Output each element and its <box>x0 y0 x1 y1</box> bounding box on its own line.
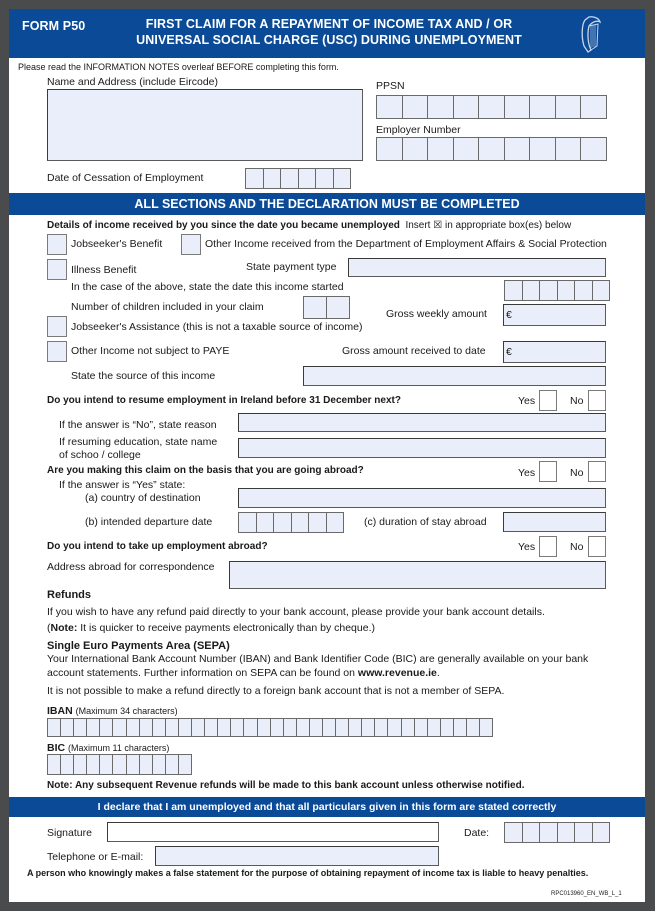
char-box[interactable] <box>322 718 336 737</box>
char-box[interactable] <box>283 718 297 737</box>
char-box[interactable] <box>361 718 375 737</box>
section-banner: ALL SECTIONS AND THE DECLARATION MUST BE COMPLETED <box>9 193 645 215</box>
char-box[interactable] <box>303 296 327 319</box>
jobseekers-benefit-checkbox[interactable] <box>47 234 67 255</box>
char-box[interactable] <box>529 137 556 161</box>
gross-weekly-label: Gross weekly amount <box>386 308 487 320</box>
ppsn-input[interactable] <box>376 95 606 119</box>
gross-to-date-label: Gross amount received to date <box>342 345 486 357</box>
jobseekers-assistance-checkbox[interactable] <box>47 316 67 337</box>
other-income-dept-checkbox[interactable] <box>181 234 201 255</box>
char-box[interactable] <box>263 168 282 189</box>
abroad-yes-label: Yes <box>518 467 536 479</box>
char-box[interactable] <box>387 718 401 737</box>
char-box[interactable] <box>427 718 441 737</box>
no-reason-label: If the answer is “No”, state reason <box>59 419 217 431</box>
char-box[interactable] <box>243 718 257 737</box>
employer-number-label: Employer Number <box>376 124 461 136</box>
char-box[interactable] <box>592 822 611 843</box>
bic-input[interactable] <box>47 754 191 775</box>
revenue-link[interactable]: www.revenue.ie <box>357 666 437 679</box>
char-box[interactable] <box>291 512 310 533</box>
name-address-label: Name and Address (include Eircode) <box>47 76 219 88</box>
char-box[interactable] <box>230 718 244 737</box>
refunds-note: (Note: It is quicker to receive payments electronically than by cheque.) <box>47 622 375 634</box>
sepa-text: Your International Bank Account Number (IBAN) and Bank Identifier Code (BIC) are generally available on your bank account statements. Further information on SEPA can be found on www.revenue.ie. <box>47 653 589 679</box>
char-box[interactable] <box>47 754 61 775</box>
char-box[interactable] <box>574 280 593 301</box>
char-box[interactable] <box>217 718 231 737</box>
state-payment-type-label: State payment type <box>246 261 337 273</box>
char-box[interactable] <box>245 168 264 189</box>
char-box[interactable] <box>453 95 480 119</box>
char-box[interactable] <box>504 280 523 301</box>
state-payment-type-field[interactable] <box>348 258 606 277</box>
illness-benefit-checkbox[interactable] <box>47 259 67 280</box>
char-box[interactable] <box>539 822 558 843</box>
ppsn-label: PPSN <box>376 80 405 92</box>
declaration-banner: I declare that I am unemployed and that all particulars given in this form are stated correctly <box>9 797 645 817</box>
gross-weekly-field[interactable]: € <box>503 304 606 326</box>
char-box[interactable] <box>73 754 87 775</box>
jobseekers-assistance-label: Jobseeker's Assistance (this is not a taxable source of income) <box>71 321 363 333</box>
cessation-date-label: Date of Cessation of Employment <box>47 172 204 184</box>
char-box[interactable] <box>348 718 362 737</box>
contact-label: Telephone or E-mail: <box>47 851 144 863</box>
refunds-text: If you wish to have any refund paid directly to your bank account, please provide your bank account details. <box>47 606 545 618</box>
char-box[interactable] <box>165 754 179 775</box>
income-source-field[interactable] <box>303 366 606 386</box>
resume-no-label: No <box>570 395 584 407</box>
char-box[interactable] <box>270 718 284 737</box>
form-title: FIRST CLAIM FOR A REPAYMENT OF INCOME TAX AND / OR UNIVERSAL SOCIAL CHARGE (USC) DURING UNEMPLOYMENT <box>136 17 522 47</box>
employment-abroad-yes-label: Yes <box>518 541 536 553</box>
char-box[interactable] <box>165 718 179 737</box>
illness-benefit-label: Illness Benefit <box>71 264 137 276</box>
char-box[interactable] <box>555 95 582 119</box>
char-box[interactable] <box>453 718 467 737</box>
form-code: RPC013960_EN_WB_L_1 <box>551 891 622 897</box>
char-box[interactable] <box>555 137 582 161</box>
char-box[interactable] <box>315 168 334 189</box>
char-box[interactable] <box>402 137 429 161</box>
children-count-input[interactable] <box>303 296 349 319</box>
char-box[interactable] <box>139 754 153 775</box>
form-number: FORM P50 <box>22 19 86 33</box>
char-box[interactable] <box>47 718 61 737</box>
form-page <box>9 9 645 902</box>
cessation-date-input[interactable] <box>245 168 350 189</box>
employment-abroad-no-checkbox[interactable] <box>588 536 606 557</box>
harp-icon <box>579 14 603 56</box>
char-box[interactable] <box>557 822 576 843</box>
duration-label: (c) duration of stay abroad <box>364 516 487 528</box>
income-start-date-input[interactable] <box>504 280 609 301</box>
char-box[interactable] <box>204 718 218 737</box>
abroad-no-label: No <box>570 467 584 479</box>
char-box[interactable] <box>191 718 205 737</box>
char-box[interactable] <box>376 95 403 119</box>
date-label: Date: <box>464 827 490 839</box>
char-box[interactable] <box>60 718 74 737</box>
other-income-paye-checkbox[interactable] <box>47 341 67 362</box>
char-box[interactable] <box>335 718 349 737</box>
char-box[interactable] <box>178 754 192 775</box>
other-income-dept-label: Other Income received from the Department of Employment Affairs & Social Protection <box>205 238 607 250</box>
char-box[interactable] <box>376 137 403 161</box>
education-label: If resuming education, state name of schoo / college <box>59 436 218 461</box>
char-box[interactable] <box>427 95 454 119</box>
char-box[interactable] <box>126 718 140 737</box>
char-box[interactable] <box>574 822 593 843</box>
char-box[interactable] <box>374 718 388 737</box>
abroad-yes-checkbox[interactable] <box>539 461 557 482</box>
char-box[interactable] <box>414 718 428 737</box>
departure-date-label: (b) intended departure date <box>85 516 213 528</box>
children-label: Number of children included in your claim <box>71 301 264 313</box>
signature-field[interactable] <box>107 822 439 842</box>
char-box[interactable] <box>60 754 74 775</box>
char-box[interactable] <box>257 718 271 737</box>
char-box[interactable] <box>557 280 576 301</box>
char-box[interactable] <box>309 718 323 737</box>
char-box[interactable] <box>453 137 480 161</box>
resume-yes-checkbox[interactable] <box>539 390 557 411</box>
subsequent-refunds-note: Note: Any subsequent Revenue refunds will be made to this bank account unless otherwise notified. <box>47 780 525 791</box>
char-box[interactable] <box>273 512 292 533</box>
iban-input[interactable] <box>47 718 492 737</box>
abroad-yes-intro: If the answer is “Yes” state: <box>59 479 186 491</box>
penalty-warning: A person who knowingly makes a false statement for the purpose of obtaining repayment of income tax is liable to heavy penalties. <box>27 868 589 878</box>
char-box[interactable] <box>478 137 505 161</box>
departure-date-input[interactable] <box>238 512 343 533</box>
char-box[interactable] <box>73 718 87 737</box>
income-start-date-label: In the case of the above, state the date this income started <box>71 281 344 293</box>
char-box[interactable] <box>296 718 310 737</box>
employment-abroad-yes-checkbox[interactable] <box>539 536 557 557</box>
income-heading: Details of income received by you since the date you became unemployed Insert ☒ in appropriate box(es) below <box>47 220 572 231</box>
address-abroad-label: Address abroad for correspondence <box>47 561 215 573</box>
char-box[interactable] <box>238 512 257 533</box>
char-box[interactable] <box>440 718 454 737</box>
char-box[interactable] <box>256 512 275 533</box>
char-box[interactable] <box>139 718 153 737</box>
char-box[interactable] <box>326 512 345 533</box>
employment-abroad-no-label: No <box>570 541 584 553</box>
employment-abroad-question: Do you intend to take up employment abroad? <box>47 541 268 552</box>
char-box[interactable] <box>308 512 327 533</box>
intro-notice: Please read the INFORMATION NOTES overleaf BEFORE completing this form. <box>18 62 339 72</box>
char-box[interactable] <box>580 137 607 161</box>
no-reason-field[interactable] <box>238 413 606 432</box>
abroad-no-checkbox[interactable] <box>588 461 606 482</box>
declaration-date-input[interactable] <box>504 822 609 843</box>
country-field[interactable] <box>238 488 606 508</box>
bic-label: BIC (Maximum 11 characters) <box>47 742 170 754</box>
char-box[interactable] <box>86 718 100 737</box>
resume-no-checkbox[interactable] <box>588 390 606 411</box>
duration-field[interactable] <box>503 512 606 532</box>
signature-label: Signature <box>47 827 92 839</box>
char-box[interactable] <box>333 168 352 189</box>
char-box[interactable] <box>504 822 523 843</box>
char-box[interactable] <box>326 296 350 319</box>
char-box[interactable] <box>478 95 505 119</box>
jobseekers-benefit-label: Jobseeker's Benefit <box>71 238 163 250</box>
char-box[interactable] <box>466 718 480 737</box>
country-label: (a) country of destination <box>85 492 201 504</box>
income-source-label: State the source of this income <box>71 370 216 382</box>
char-box[interactable] <box>280 168 299 189</box>
sepa-heading: Single Euro Payments Area (SEPA) <box>47 640 230 652</box>
employer-number-input[interactable] <box>376 137 606 161</box>
char-box[interactable] <box>178 718 192 737</box>
refunds-heading: Refunds <box>47 589 91 601</box>
char-box[interactable] <box>592 280 611 301</box>
other-income-paye-label: Other Income not subject to PAYE <box>71 345 230 357</box>
resume-employment-question: Do you intend to resume employment in Ireland before 31 December next? <box>47 395 401 406</box>
char-box[interactable] <box>522 280 541 301</box>
char-box[interactable] <box>539 280 558 301</box>
form-header <box>9 9 645 58</box>
char-box[interactable] <box>427 137 454 161</box>
char-box[interactable] <box>298 168 317 189</box>
char-box[interactable] <box>529 95 556 119</box>
char-box[interactable] <box>402 95 429 119</box>
char-box[interactable] <box>479 718 493 737</box>
char-box[interactable] <box>152 718 166 737</box>
char-box[interactable] <box>126 754 140 775</box>
char-box[interactable] <box>504 137 531 161</box>
char-box[interactable] <box>112 718 126 737</box>
char-box[interactable] <box>86 754 100 775</box>
going-abroad-question: Are you making this claim on the basis that you are going abroad? <box>47 465 364 476</box>
char-box[interactable] <box>152 754 166 775</box>
resume-yes-label: Yes <box>518 395 536 407</box>
char-box[interactable] <box>504 95 531 119</box>
char-box[interactable] <box>112 754 126 775</box>
education-field[interactable] <box>238 438 606 458</box>
name-address-field[interactable] <box>47 89 363 161</box>
non-sepa-text: It is not possible to make a refund directly to a foreign bank account that is not a member of SEPA. <box>47 685 505 697</box>
contact-field[interactable] <box>155 846 439 866</box>
gross-to-date-field[interactable]: € <box>503 341 606 363</box>
address-abroad-field[interactable] <box>229 561 606 589</box>
char-box[interactable] <box>99 718 113 737</box>
iban-label: IBAN (Maximum 34 characters) <box>47 705 178 717</box>
char-box[interactable] <box>401 718 415 737</box>
char-box[interactable] <box>99 754 113 775</box>
char-box[interactable] <box>580 95 607 119</box>
char-box[interactable] <box>522 822 541 843</box>
